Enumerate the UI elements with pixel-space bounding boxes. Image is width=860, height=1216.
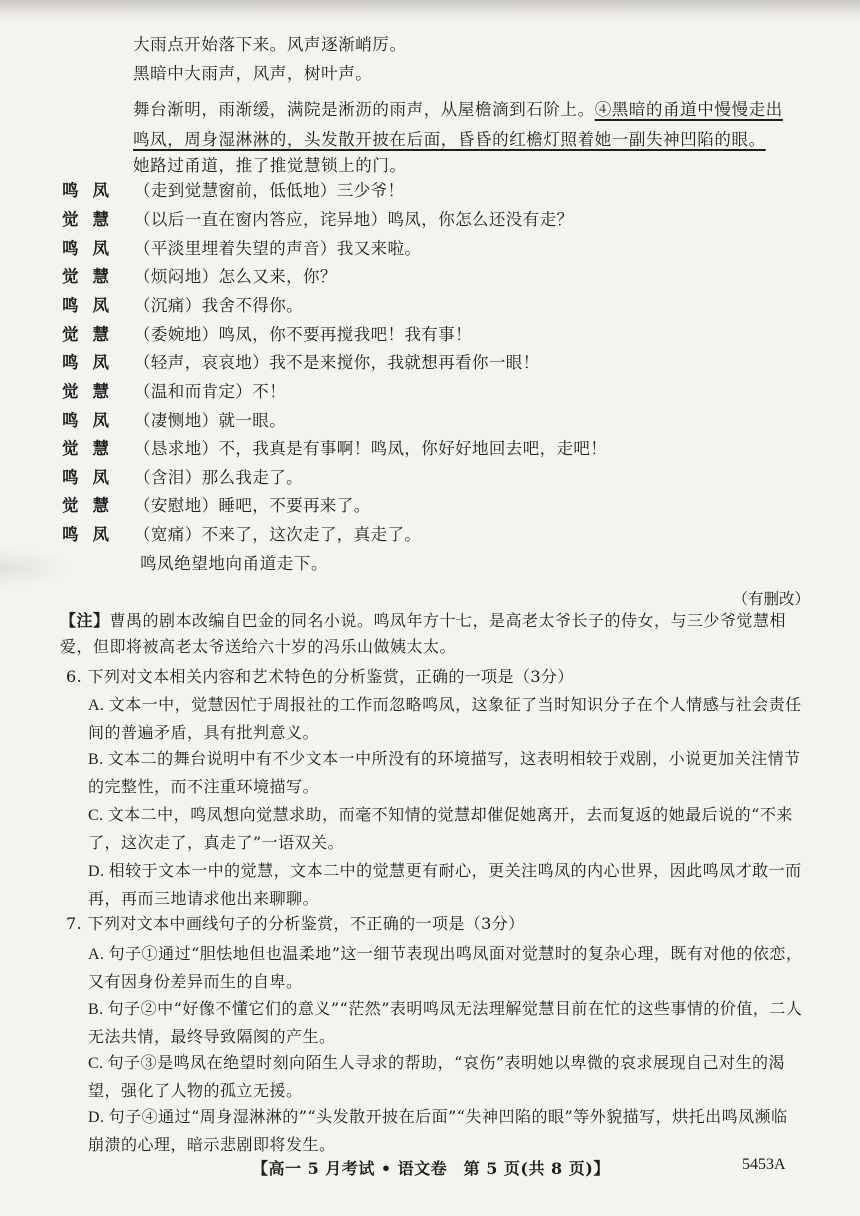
scan-smudge	[0, 548, 70, 588]
dialogue-text: （走到觉慧窗前，低低地）三少爷！	[134, 181, 405, 200]
page-footer: 【高一 5 月考试 • 语文卷 第 5 页(共 8 页)】	[252, 1159, 610, 1178]
option-text: 句子①通过“胆怯地但也温柔地”这一细节表现出鸣凤面对觉慧时的复杂心理，既有对他的依恋，又有因身份差异而生的自卑。	[88, 944, 803, 991]
underlined-sentence-4: ④黑暗的甬道中慢慢走出	[594, 100, 783, 119]
speaker-name: 鸣凤	[62, 353, 123, 372]
dialogue-line	[62, 467, 303, 489]
option-letter: B.	[88, 751, 104, 768]
final-stage-direction: 鸣凤绝望地向甬道走下。	[140, 554, 329, 573]
option-6d[interactable]	[88, 857, 803, 912]
dialogue-line	[62, 352, 540, 374]
dialogue-text: （烦闷地）怎么又来，你？	[134, 267, 337, 286]
speaker-name: 鸣凤	[62, 411, 123, 430]
paper-code: 5453A	[742, 1156, 786, 1173]
dialogue-text: （恳求地）不，我真是有事啊！鸣凤，你好好地回去吧，走吧！	[134, 439, 608, 458]
option-text: 句子④通过“周身湿淋淋的”“头发散开披在后面”“失神凹陷的眼”等外貌描写，烘托出鸣凤濒临崩溃的心理，暗示悲剧即将发生。	[88, 1107, 788, 1154]
option-6b[interactable]	[88, 745, 803, 800]
dialogue-text: （含泪）那么我走了。	[134, 468, 303, 487]
dialogue-text: （委婉地）鸣凤，你不要再搅我吧！我有事！	[134, 325, 472, 344]
speaker-name: 鸣凤	[62, 468, 123, 487]
dialogue-text: （平淡里埋着失望的声音）我又来啦。	[134, 239, 422, 258]
speaker-name: 鸣凤	[62, 239, 123, 258]
stage-direction: 她路过甬道，推了推觉慧锁上的门。	[133, 156, 407, 175]
option-text: 文本二的舞台说明中有不少文本一中所没有的环境描写，这表明相较于戏剧，小说更加关注情节的完整性，而不注重环境描写。	[88, 749, 801, 796]
stage-direction: 大雨点开始落下来。风声逐渐峭厉。	[133, 35, 407, 54]
dialogue-line	[62, 495, 371, 517]
dialogue-text: （轻声，哀哀地）我不是来搅你，我就想再看你一眼！	[134, 353, 540, 372]
option-letter: C.	[88, 807, 104, 824]
note-text: 曹禺的剧本改编自巴金的同名小说。鸣凤年方十七，是高老太爷长子的侍女，与三少爷觉慧相爱，但即将被高老太爷送给六十岁的冯乐山做姨太太。	[60, 611, 787, 656]
option-6a[interactable]	[88, 691, 803, 746]
dialogue-line	[62, 324, 472, 346]
speaker-name: 鸣凤	[62, 181, 123, 200]
option-text: 句子③是鸣凤在绝望时刻向陌生人寻求的帮助，“哀伤”表明她以卑微的哀求展现自己对生的渴望，强化了人物的孤立无援。	[88, 1053, 786, 1100]
underlined-sentence-4-cont: 鸣凤，周身湿淋淋的，头发散开披在后面，昏昏的红檐灯照着她一副失神凹陷的眼。	[133, 130, 766, 149]
option-7a[interactable]	[88, 940, 803, 995]
dialogue-line	[62, 381, 286, 403]
speaker-name: 觉慧	[62, 325, 123, 344]
dialogue-line	[62, 209, 573, 231]
page-edge-shadow	[0, 0, 860, 22]
speaker-name: 觉慧	[62, 267, 123, 286]
stage-direction: 舞台渐明，雨渐缓，满院是淅沥的雨声，从屋檐滴到石阶上。④黑暗的甬道中慢慢走出	[133, 100, 783, 119]
note-tag: 【注】	[60, 611, 110, 630]
dialogue-line	[62, 438, 607, 460]
option-6c[interactable]	[88, 801, 803, 856]
dialogue-line	[62, 266, 337, 288]
dialogue-line	[62, 238, 421, 260]
option-7c[interactable]	[88, 1049, 803, 1104]
annotation-note	[60, 608, 800, 660]
dialogue-text: （安慰地）睡吧，不要再来了。	[134, 496, 371, 515]
question-stem: 7. 下列对文本中画线句子的分析鉴赏，不正确的一项是（3分）	[66, 914, 525, 933]
dialogue-text: （宽痛）不来了，这次走了，真走了。	[134, 525, 422, 544]
speaker-name: 觉慧	[62, 210, 123, 229]
option-letter: A.	[88, 697, 105, 714]
source-note: （有删改）	[732, 590, 810, 608]
dialogue-line	[62, 410, 286, 432]
option-letter: A.	[88, 946, 105, 963]
speaker-name: 觉慧	[62, 382, 123, 401]
option-letter: B.	[88, 1001, 104, 1018]
option-text: 句子②中“好像不懂它们的意义”“茫然”表明鸣凤无法理解觉慧目前在忙的这些事情的价值，二人无法共情，最终导致隔阂的产生。	[88, 999, 803, 1046]
option-text: 相较于文本一中的觉慧，文本二中的觉慧更有耐心，更关注鸣凤的内心世界，因此鸣凤才敢一而再，再而三地请求他出来聊聊。	[88, 861, 802, 908]
option-text: 文本二中，鸣凤想向觉慧求助，而毫不知情的觉慧却催促她离开，去而复返的她最后说的“不来了，这次走了，真走了”一语双关。	[88, 805, 793, 852]
speaker-name: 觉慧	[62, 496, 123, 515]
speaker-name: 鸣凤	[62, 296, 123, 315]
speaker-name: 觉慧	[62, 439, 123, 458]
dialogue-line	[62, 295, 303, 317]
dialogue-text: （温和而肯定）不！	[134, 382, 287, 401]
option-letter: D.	[88, 1109, 105, 1126]
dialogue-text: （凄恻地）就一眼。	[134, 411, 287, 430]
stage-direction: 黑暗中大雨声，风声，树叶声。	[133, 64, 373, 83]
dialogue-line	[62, 180, 404, 202]
stage-direction	[133, 129, 766, 151]
option-letter: D.	[88, 863, 105, 880]
speaker-name: 鸣凤	[62, 525, 123, 544]
option-7b[interactable]	[88, 995, 803, 1050]
option-letter: C.	[88, 1055, 104, 1072]
question-stem: 6. 下列对文本相关内容和艺术特色的分析鉴赏，正确的一项是（3分）	[66, 667, 574, 686]
dialogue-line	[62, 524, 421, 546]
option-text: 文本一中，觉慧因忙于周报社的工作而忽略鸣凤，这象征了当时知识分子在个人情感与社会责任间的普遍矛盾，具有批判意义。	[88, 695, 802, 742]
dialogue-text: （以后一直在窗内答应，诧异地）鸣凤，你怎么还没有走？	[134, 210, 574, 229]
option-7d[interactable]	[88, 1103, 803, 1158]
dialogue-text: （沉痛）我舍不得你。	[134, 296, 303, 315]
